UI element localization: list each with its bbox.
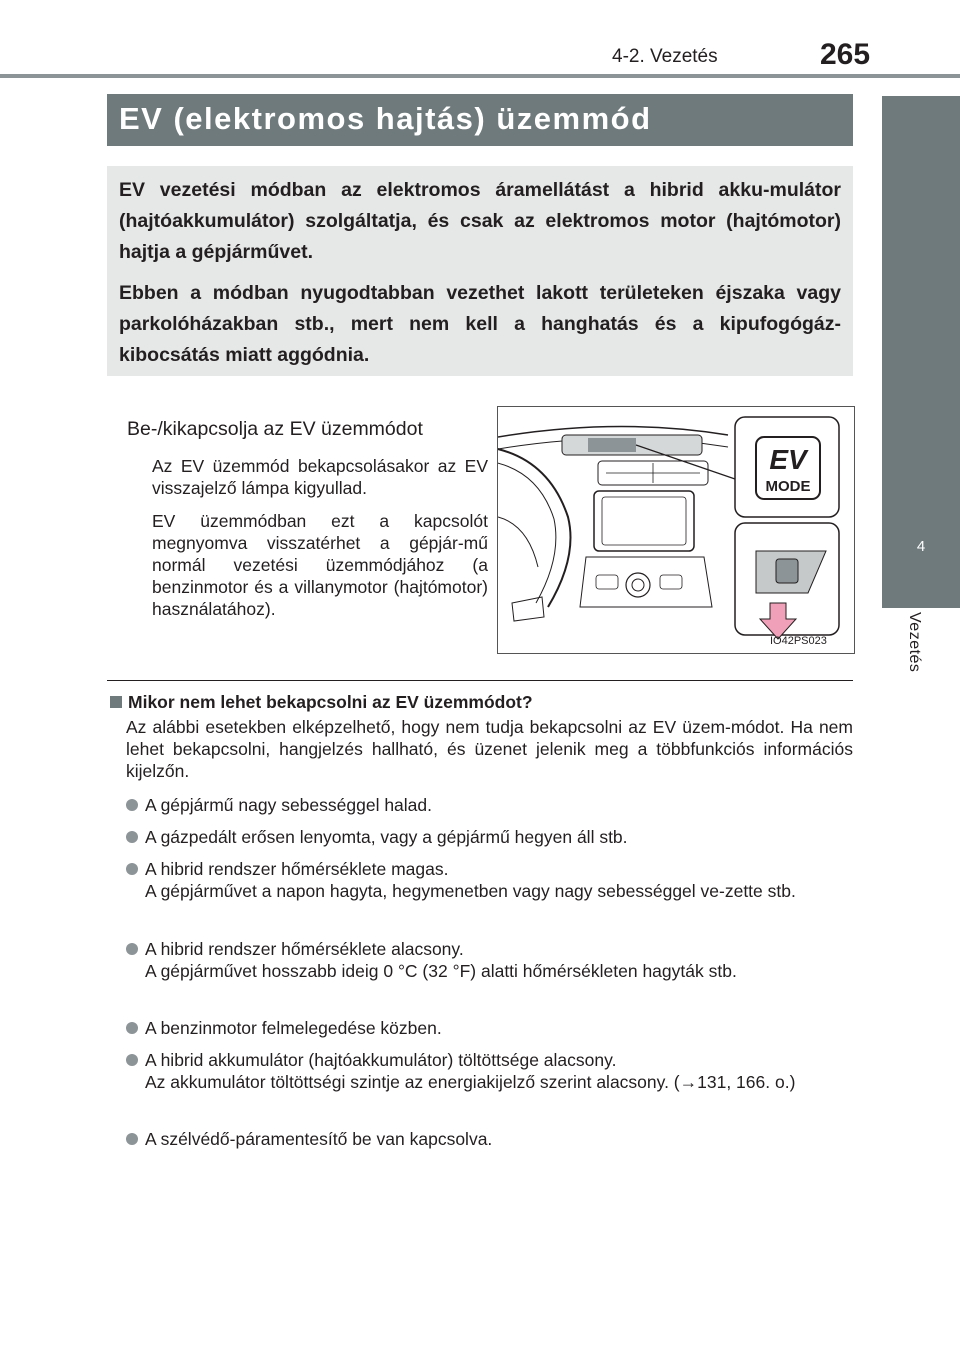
bullet-icon [126,863,138,875]
section-separator [107,680,853,681]
list-item [126,826,853,848]
bullet-icon [126,943,138,955]
instruction-paragraph-2: EV üzemmódban ezt a kapcsolót megnyomva visszatérhet a gépjár-mű normál vezetési üzemmódjához (a benzinmotor és a villanymotor (hajtómotor) használatához). [152,511,488,619]
page-title: EV (elektromos hajtás) üzemmód [119,101,652,136]
list-item-text: A gépjármű nagy sebességgel halad. [145,795,433,815]
list-item-text: A hibrid akkumulátor (hajtóakkumulátor) töltöttsége alacsony. [145,1050,617,1070]
intro-paragraph-1: EV vezetési módban az elektromos áramellátást a hibrid akku-mulátor (hajtóakkumulátor) szolgáltatja, és csak az elektromos motor (hajtómotor) hajtja a gépjárművet. [119,179,841,263]
list-item-text: A hibrid rendszer hőmérséklete magas. [145,859,449,879]
question-paragraph: Az alábbi esetekben elképzelhető, hogy nem tudja bekapcsolni az EV üzem-módot. Ha nem lehet bekapcsolni, hangjelzés hallható, és üzenet jelenik meg a többfunkciós információs kijelzőn. [126,717,853,781]
list-item-detail: A gépjárművet a napon hagyta, hegymenetben vagy nagy sebességgel ve-zette stb. [145,881,796,901]
list-item [126,1049,853,1093]
mode-button-label: MODE [765,478,811,495]
chapter-label: Vezetés [906,612,923,673]
page-number: 265 [820,38,871,71]
list-item-text: A szélvédő-páramentesítő be van kapcsolva. [145,1129,493,1149]
figure-code: IO42PS023 [770,635,827,647]
chapter-tab-upper [882,96,960,516]
bullet-icon [126,1054,138,1066]
chapter-number: 4 [916,538,926,555]
bullet-icon [126,799,138,811]
bullet-icon [126,1022,138,1034]
list-item-text: A hibrid rendszer hőmérséklete alacsony. [145,939,464,959]
list-item-detail: Az akkumulátor töltöttségi szintje az energiakijelző szerint alacsony. (→131, 166. o.) [145,1072,796,1092]
dashboard-figure [497,406,855,654]
instruction-paragraph-1: Az EV üzemmód bekapcsolásakor az EV visszajelző lámpa kigyullad. [152,456,488,498]
section-label: 4-2. Vezetés [612,46,718,67]
ev-button-label: EV [769,444,807,475]
square-bullet-icon [110,696,122,708]
bullet-icon [126,831,138,843]
question-heading [110,692,533,713]
header-rule [0,74,960,78]
list-item-text: A gázpedált erősen lenyomta, vagy a gépjármű hegyen áll stb. [145,827,628,847]
list-item [126,858,853,902]
list-item [126,1128,853,1150]
question-heading-text: Mikor nem lehet bekapcsolni az EV üzemmódot? [128,692,533,712]
chapter-tab [882,516,960,608]
list-item [126,938,853,982]
dashboard-illustration [498,407,854,653]
instruction-heading: Be-/kikapcsolja az EV üzemmódot [127,418,423,440]
list-item-text: A benzinmotor felmelegedése közben. [145,1018,442,1038]
list-item [126,794,853,816]
bullet-icon [126,1133,138,1145]
list-item-detail: A gépjárművet hosszabb ideig 0 °C (32 °F) alatti hőmérsékleten hagyták stb. [145,961,737,981]
list-item [126,1017,853,1039]
intro-paragraph-2: Ebben a módban nyugodtabban vezethet lakott területeken éjszaka vagy parkolóházakban stb., mert nem kell a hanghatás és a kipufogógáz-kibocsátás miatt aggódnia. [119,282,841,366]
